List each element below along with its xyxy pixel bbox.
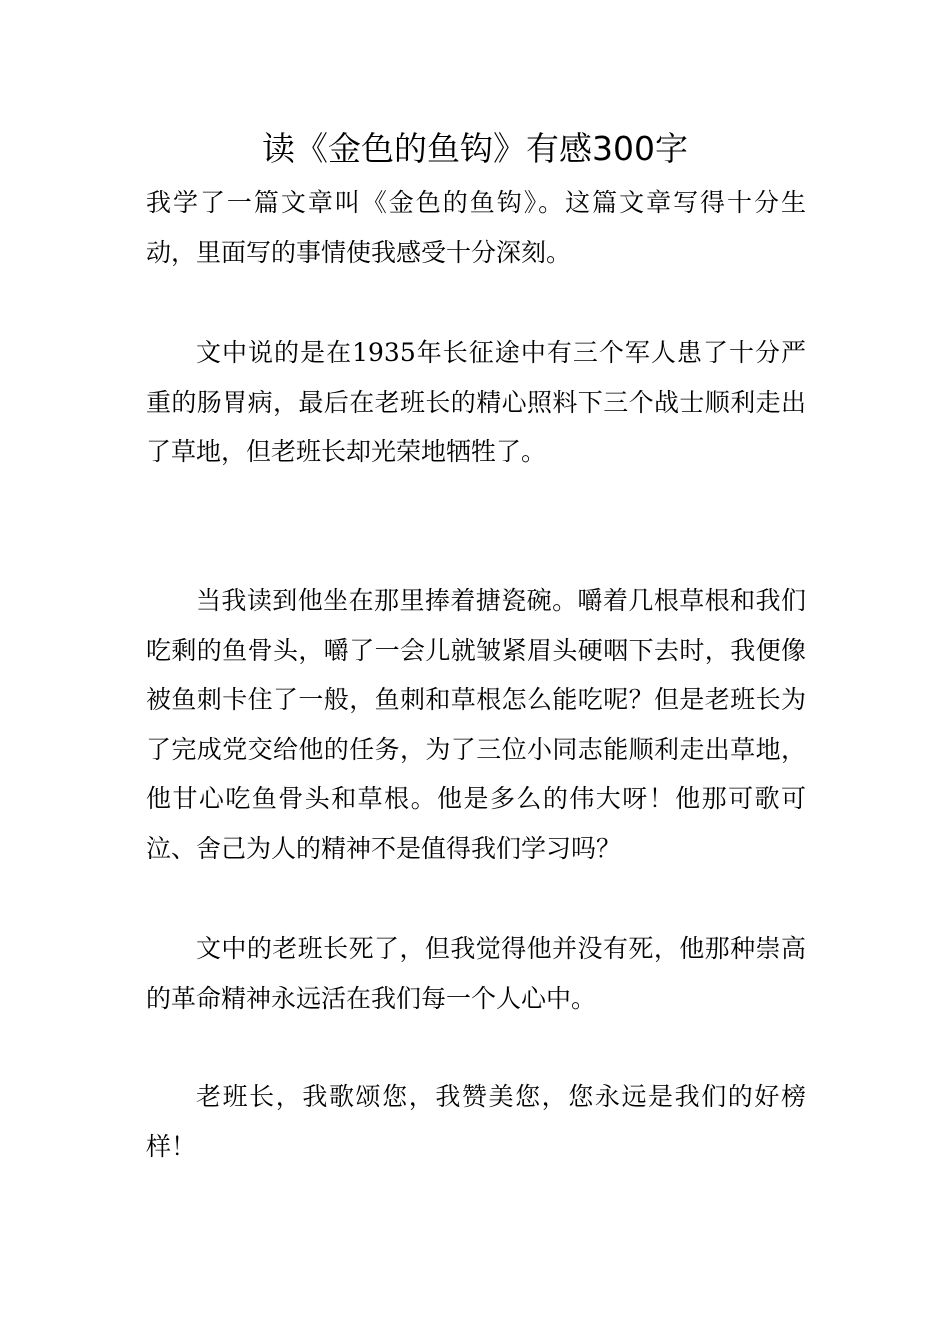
- paragraph-tribute: 老班长，我歌颂您，我赞美您，您永远是我们的好榜样！: [146, 1082, 806, 1161]
- paragraph-spirit: 文中的老班长死了，但我觉得他并没有死，他那种崇高的革命精神永远活在我们每一个人心中。: [146, 934, 806, 1013]
- paragraph-intro: 我学了一篇文章叫《金色的鱼钩》。这篇文章写得十分生动，里面写的事情使我感受十分深刻。: [146, 188, 806, 267]
- paragraph-summary: 文中说的是在1935年长征途中有三个军人患了十分严重的肠胃病，最后在老班长的精心照料下三个战士顺利走出了草地，但老班长却光荣地牺牲了。: [146, 338, 806, 466]
- paragraph-reflection: 当我读到他坐在那里捧着搪瓷碗。嚼着几根草根和我们吃剩的鱼骨头，嚼了一会儿就皱紧眉头硬咽下去时，我便像被鱼刺卡住了一般，鱼刺和草根怎么能吃呢？但是老班长为了完成党交给他的任务，为了三位小同志能顺利走出草地，他甘心吃鱼骨头和草根。他是多么的伟大呀！他那可歌可泣、舍己为人的精神不是值得我们学习吗？: [146, 586, 806, 863]
- document-title: 读《金色的鱼钩》有感300字: [262, 129, 688, 168]
